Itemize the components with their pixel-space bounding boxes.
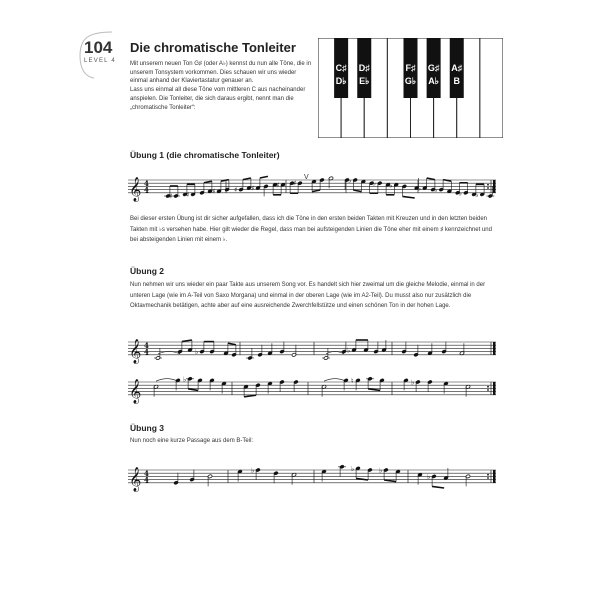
note xyxy=(342,342,347,354)
black-key-sharp-label: F♯ xyxy=(405,63,416,73)
note xyxy=(374,342,379,354)
accidental-icon: ♮ xyxy=(351,376,354,385)
treble-clef-icon: 𝄞 xyxy=(129,378,142,403)
time-signature-bottom: 4 xyxy=(144,475,149,485)
piano-keyboard xyxy=(318,38,503,138)
beam xyxy=(244,395,256,397)
note xyxy=(459,183,468,198)
repeat-dot xyxy=(487,187,489,189)
note xyxy=(225,180,230,192)
note xyxy=(208,474,213,486)
accidental-icon: ♯ xyxy=(234,186,238,195)
note xyxy=(322,348,330,360)
note xyxy=(434,180,443,195)
accidental-icon: ♭ xyxy=(417,184,422,193)
note xyxy=(466,474,471,486)
final-bar-thick xyxy=(493,180,496,193)
beam xyxy=(243,178,251,180)
piano-black-key xyxy=(427,38,441,98)
beam xyxy=(182,340,192,342)
accidental-icon: ♯ xyxy=(293,179,297,188)
accidental-icon: ♭ xyxy=(195,348,199,357)
note xyxy=(294,380,299,392)
note xyxy=(368,468,373,480)
note xyxy=(428,380,433,392)
exercise-2-text: Nun nehmen wir uns wieder ein paar Takte aus unserem Song vor. Es handelt sich hier zweimal um die gleiche Melodie, einmal in der unteren Lage (wie im A-Teil von Saxo Morgana) und einmal in der oberen Lage (wie im A2-Teil). Du musst also nur zusätzlich die Oktavmechanik betätigen, achte aber auf eine ausreichende Zwerchfellstütze und einen schönen Ton in der hohen Lage. xyxy=(130,282,486,310)
breath-mark: V xyxy=(304,174,309,181)
accidental-icon: ♭ xyxy=(183,375,187,384)
beam xyxy=(368,389,380,391)
exercise-2-staff-2 xyxy=(128,370,498,410)
page-number: 104 xyxy=(84,38,113,57)
accidental-icon: ♯ xyxy=(186,190,190,199)
beam xyxy=(312,190,320,192)
time-signature-top: 4 xyxy=(144,340,149,350)
note xyxy=(274,471,279,483)
time-signature-bottom: 4 xyxy=(144,185,149,195)
accidental-icon: ♭ xyxy=(347,346,351,355)
tie xyxy=(324,379,346,382)
page-title: Die chromatische Tonleiter xyxy=(130,40,296,55)
beam xyxy=(204,181,212,183)
note xyxy=(154,348,162,360)
tie xyxy=(156,379,178,382)
note xyxy=(178,342,183,354)
exercise-2-staff-1 xyxy=(128,330,498,370)
accidental-icon: ♭ xyxy=(351,464,355,473)
black-key-flat-label: G♭ xyxy=(404,76,417,86)
note xyxy=(246,348,254,360)
black-key-flat-label: E♭ xyxy=(359,76,370,86)
note xyxy=(210,342,215,354)
repeat-dot xyxy=(487,386,489,388)
note xyxy=(414,345,419,357)
black-key-sharp-label: G♯ xyxy=(427,63,440,73)
time-signature-top: 4 xyxy=(144,178,149,188)
beam xyxy=(403,196,415,198)
final-bar-thick xyxy=(493,382,496,395)
piano-black-key xyxy=(404,38,418,98)
black-key-flat-label: A♭ xyxy=(428,76,439,86)
note xyxy=(174,473,179,485)
note xyxy=(280,380,285,392)
note xyxy=(234,180,243,195)
exercise-3-text: Nun noch eine kurze Passage aus dem B-Teil: xyxy=(130,438,254,444)
note xyxy=(442,342,447,354)
black-key-sharp-label: D♯ xyxy=(358,63,370,73)
time-signature-top: 4 xyxy=(144,468,149,478)
beam xyxy=(353,190,361,192)
accidental-icon: ♭ xyxy=(389,181,393,190)
accidental-icon: ♭ xyxy=(458,189,463,198)
accidental-icon: ♭ xyxy=(379,466,383,475)
beam xyxy=(427,178,435,180)
accidental-icon: ♭ xyxy=(427,472,431,481)
accidental-icon: ♭ xyxy=(372,179,377,188)
black-key-sharp-label: C♯ xyxy=(335,63,347,73)
accidental-icon: ♯ xyxy=(276,181,280,190)
beam xyxy=(228,343,236,345)
accidental-icon: ♭ xyxy=(434,186,438,195)
accidental-icon: ♭ xyxy=(475,190,479,199)
repeat-dot xyxy=(487,477,489,479)
accidental-icon: ♯ xyxy=(251,184,255,193)
exercise-1-title: Übung 1 (die chromatische Tonleiter) xyxy=(130,150,280,160)
accidental-icon: ♯ xyxy=(169,192,173,201)
treble-clef-icon: 𝄞 xyxy=(129,176,142,201)
exercise-2-title: Übung 2 xyxy=(130,266,164,276)
beam xyxy=(432,486,444,488)
final-bar-thick xyxy=(493,342,496,355)
beam xyxy=(188,389,198,391)
black-key-flat-label: D♭ xyxy=(335,76,347,86)
exercise-1-text: Bei dieser ersten Übung ist dir sicher aufgefallen, dass ich die Töne in den ersten beiden Takten mit Kreuzen und in den letzten beiden Takten mit ♭s versehen habe. Hier gilt wieder die Regel, dass man bei aufsteigenden Linien die Töne eher mit einem ♯ kennzeichnet und bei absteigenden Linien mit einem ♭. xyxy=(130,216,492,244)
note xyxy=(190,470,195,482)
note xyxy=(338,465,346,477)
beam xyxy=(260,176,268,178)
accidental-icon: ♭ xyxy=(411,378,415,387)
final-bar-thick xyxy=(493,470,496,483)
black-key-sharp-label: A♯ xyxy=(451,63,463,73)
repeat-dot xyxy=(487,474,489,476)
repeat-dot xyxy=(487,184,489,186)
accidental-icon: ♭ xyxy=(251,466,255,475)
note xyxy=(402,184,407,196)
intro-paragraph-2: Lass uns einmal all diese Töne vom mittleren C aus nacheinander anspielen. Die Tonleiter, die sich daraus ergibt, nennt man die „chromatische Tonleiter“: xyxy=(130,87,306,111)
note xyxy=(232,345,237,357)
treble-clef-icon: 𝄞 xyxy=(129,466,142,491)
piano-white-key xyxy=(480,38,503,138)
note xyxy=(195,342,204,357)
beam xyxy=(384,480,396,482)
note xyxy=(264,184,269,196)
level-label: LEVEL 4 xyxy=(84,58,116,64)
piano-black-key xyxy=(450,38,464,98)
exercise-3-staff xyxy=(128,458,498,498)
piano-black-key xyxy=(334,38,348,98)
note xyxy=(366,377,374,389)
note xyxy=(169,186,180,201)
note xyxy=(200,183,205,195)
note xyxy=(402,342,407,354)
treble-clef-icon: 𝄞 xyxy=(129,338,142,363)
intro-paragraph-1: Mit unserem neuen Ton G♯ (oder A♭) kennst du nun alle Töne, die in unserem Tonsystem vorkommen. Dies schauen wir uns wieder einmal anhand der Klaviertastatur genauer an. xyxy=(130,61,312,85)
accidental-icon: ♭ xyxy=(348,176,352,185)
note xyxy=(280,342,285,354)
intro-text xyxy=(130,60,312,112)
accidental-icon: ♯ xyxy=(212,187,216,196)
time-signature-bottom: 4 xyxy=(144,347,149,357)
piano-black-key xyxy=(357,38,371,98)
note xyxy=(292,345,297,357)
exercise-3-title: Übung 3 xyxy=(130,423,164,433)
note xyxy=(258,345,263,357)
black-key-flat-label: B xyxy=(453,76,460,86)
repeat-dot xyxy=(487,389,489,391)
note xyxy=(320,178,325,190)
note xyxy=(256,383,261,395)
exercise-1-staff xyxy=(128,168,498,208)
